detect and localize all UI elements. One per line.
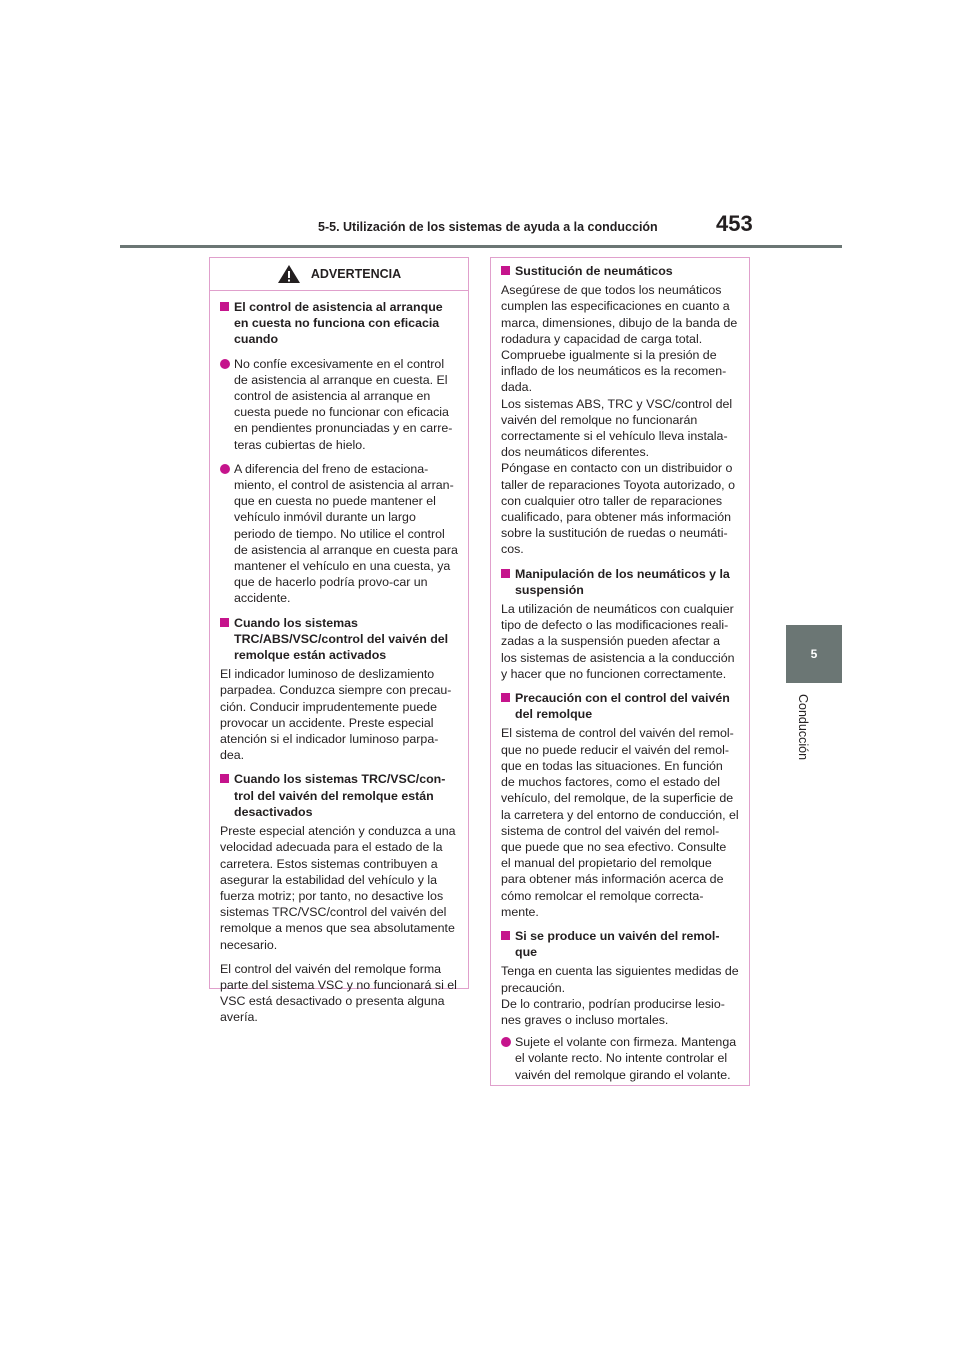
info-box (490, 257, 750, 1086)
warning-heading: El control de asistencia al arranque en cuesta no funciona con eficacia cuando (220, 299, 458, 348)
warning-header (210, 258, 468, 291)
warning-bullet: A diferencia del freno de estaciona-miento, el control de asistencia al arran-que en cuesta no puede mantener el vehículo inmóvil durante un largo periodo de tiempo. No utilice el control de asistencia al arranque en cuesta para mantener el vehículo en una cuesta, ya que de hacerlo podría provo-car un accidente. (220, 461, 458, 607)
info-heading: Manipulación de los neumáticos y la suspensión (501, 566, 739, 598)
warning-bullet: No confíe excesivamente en el control de asistencia al arranque en cuesta. El control de asistencia al arranque en cuesta puede no funcionar con eficacia en pendientes pronunciadas y en carre-teras cubiertas de hielo. (220, 356, 458, 453)
info-heading: Sustitución de neumáticos (501, 263, 739, 279)
chapter-tab: 5 (786, 625, 842, 683)
warning-heading: Cuando los sistemas TRC/VSC/con-trol del vaivén del remolque están desactivados (220, 771, 458, 820)
warning-paragraph: El control del vaivén del remolque forma parte del sistema VSC y no funcionará si el VSC está desactivado o presenta alguna avería. (220, 961, 457, 1025)
info-paragraph: Tenga en cuenta las siguientes medidas de precaución. (501, 964, 739, 995)
info-paragraph: Asegúrese de que todos los neumáticos cumplen las especificaciones en cuanto a marca, dimensiones, dibujo de la banda de rodadura y capacidad de carga total. Compruebe igualmente si la presión de inflado de los neumáticos es la recomen-dada. (501, 283, 738, 395)
info-paragraph: Póngase en contacto con un distribuidor o taller de reparaciones Toyota autorizado, o con cualquier otro taller de reparaciones cualificado, para obtener más información sobre la sustitución de ruedas o neumáti-cos. (501, 461, 735, 557)
header-divider (120, 245, 842, 248)
warning-title: ADVERTENCIA (310, 266, 402, 281)
warning-paragraph: El indicador luminoso de deslizamiento parpadea. Conduzca siempre con precau-ción. Conducir imprudentemente puede provocar un accidente. Preste especial atención si el indicador luminoso parpa-dea. (220, 667, 452, 763)
info-paragraph: La utilización de neumáticos con cualquier tipo de defecto o las modificaciones reali-zadas a la suspensión pueden afectar a los sistemas de asistencia a la conducción y hacer que no funcionen correctamente. (501, 602, 735, 681)
info-bullet: Sujete el volante con firmeza. Mantenga el volante recto. No intente controlar el vaivén del remolque girando el volante. (501, 1034, 739, 1083)
warning-triangle-icon (277, 264, 301, 284)
warning-box (209, 257, 469, 1025)
info-heading: Precaución con el control del vaivén del remolque (501, 690, 739, 722)
chapter-label: Conducción (796, 694, 810, 761)
info-paragraph: De lo contrario, podrían producirse lesio-nes graves o incluso mortales. (501, 996, 725, 1027)
info-paragraph: El sistema de control del vaivén del remol-que no puede reducir el vaivén del remol-que en todas las situaciones. En función de muchos factores, como el estado del vehículo, del remolque, de la superficie de la carretera y del entorno de conducción, el sistema de control del vaivén del remol-que puede que no sea efectivo. Consulte el manual del propietario del remolque para obtener más información acerca de cómo remolcar el remolque correcta-mente. (501, 726, 739, 919)
section-title: 5-5. Utilización de los sistemas de ayuda a la conducción (318, 220, 658, 234)
warning-paragraph: Preste especial atención y conduzca a una velocidad adecuada para el estado de la carretera. Estos sistemas contribuyen a asegurar la estabilidad del vehículo y la fuerza motriz; por tanto, no desactive los sistemas TRC/VSC/control del vaivén del remolque a menos que sea absolutamente necesario. (220, 824, 456, 952)
info-paragraph: Los sistemas ABS, TRC y VSC/control del vaivén del remolque no funcionarán correctamente si el vehículo lleva instala-dos neumáticos diferentes. (501, 396, 733, 460)
warning-heading: Cuando los sistemas TRC/ABS/VSC/control del vaivén del remolque están activados (220, 615, 458, 664)
info-heading: Si se produce un vaivén del remol-que (501, 928, 739, 960)
page-number: 453 (716, 211, 753, 236)
